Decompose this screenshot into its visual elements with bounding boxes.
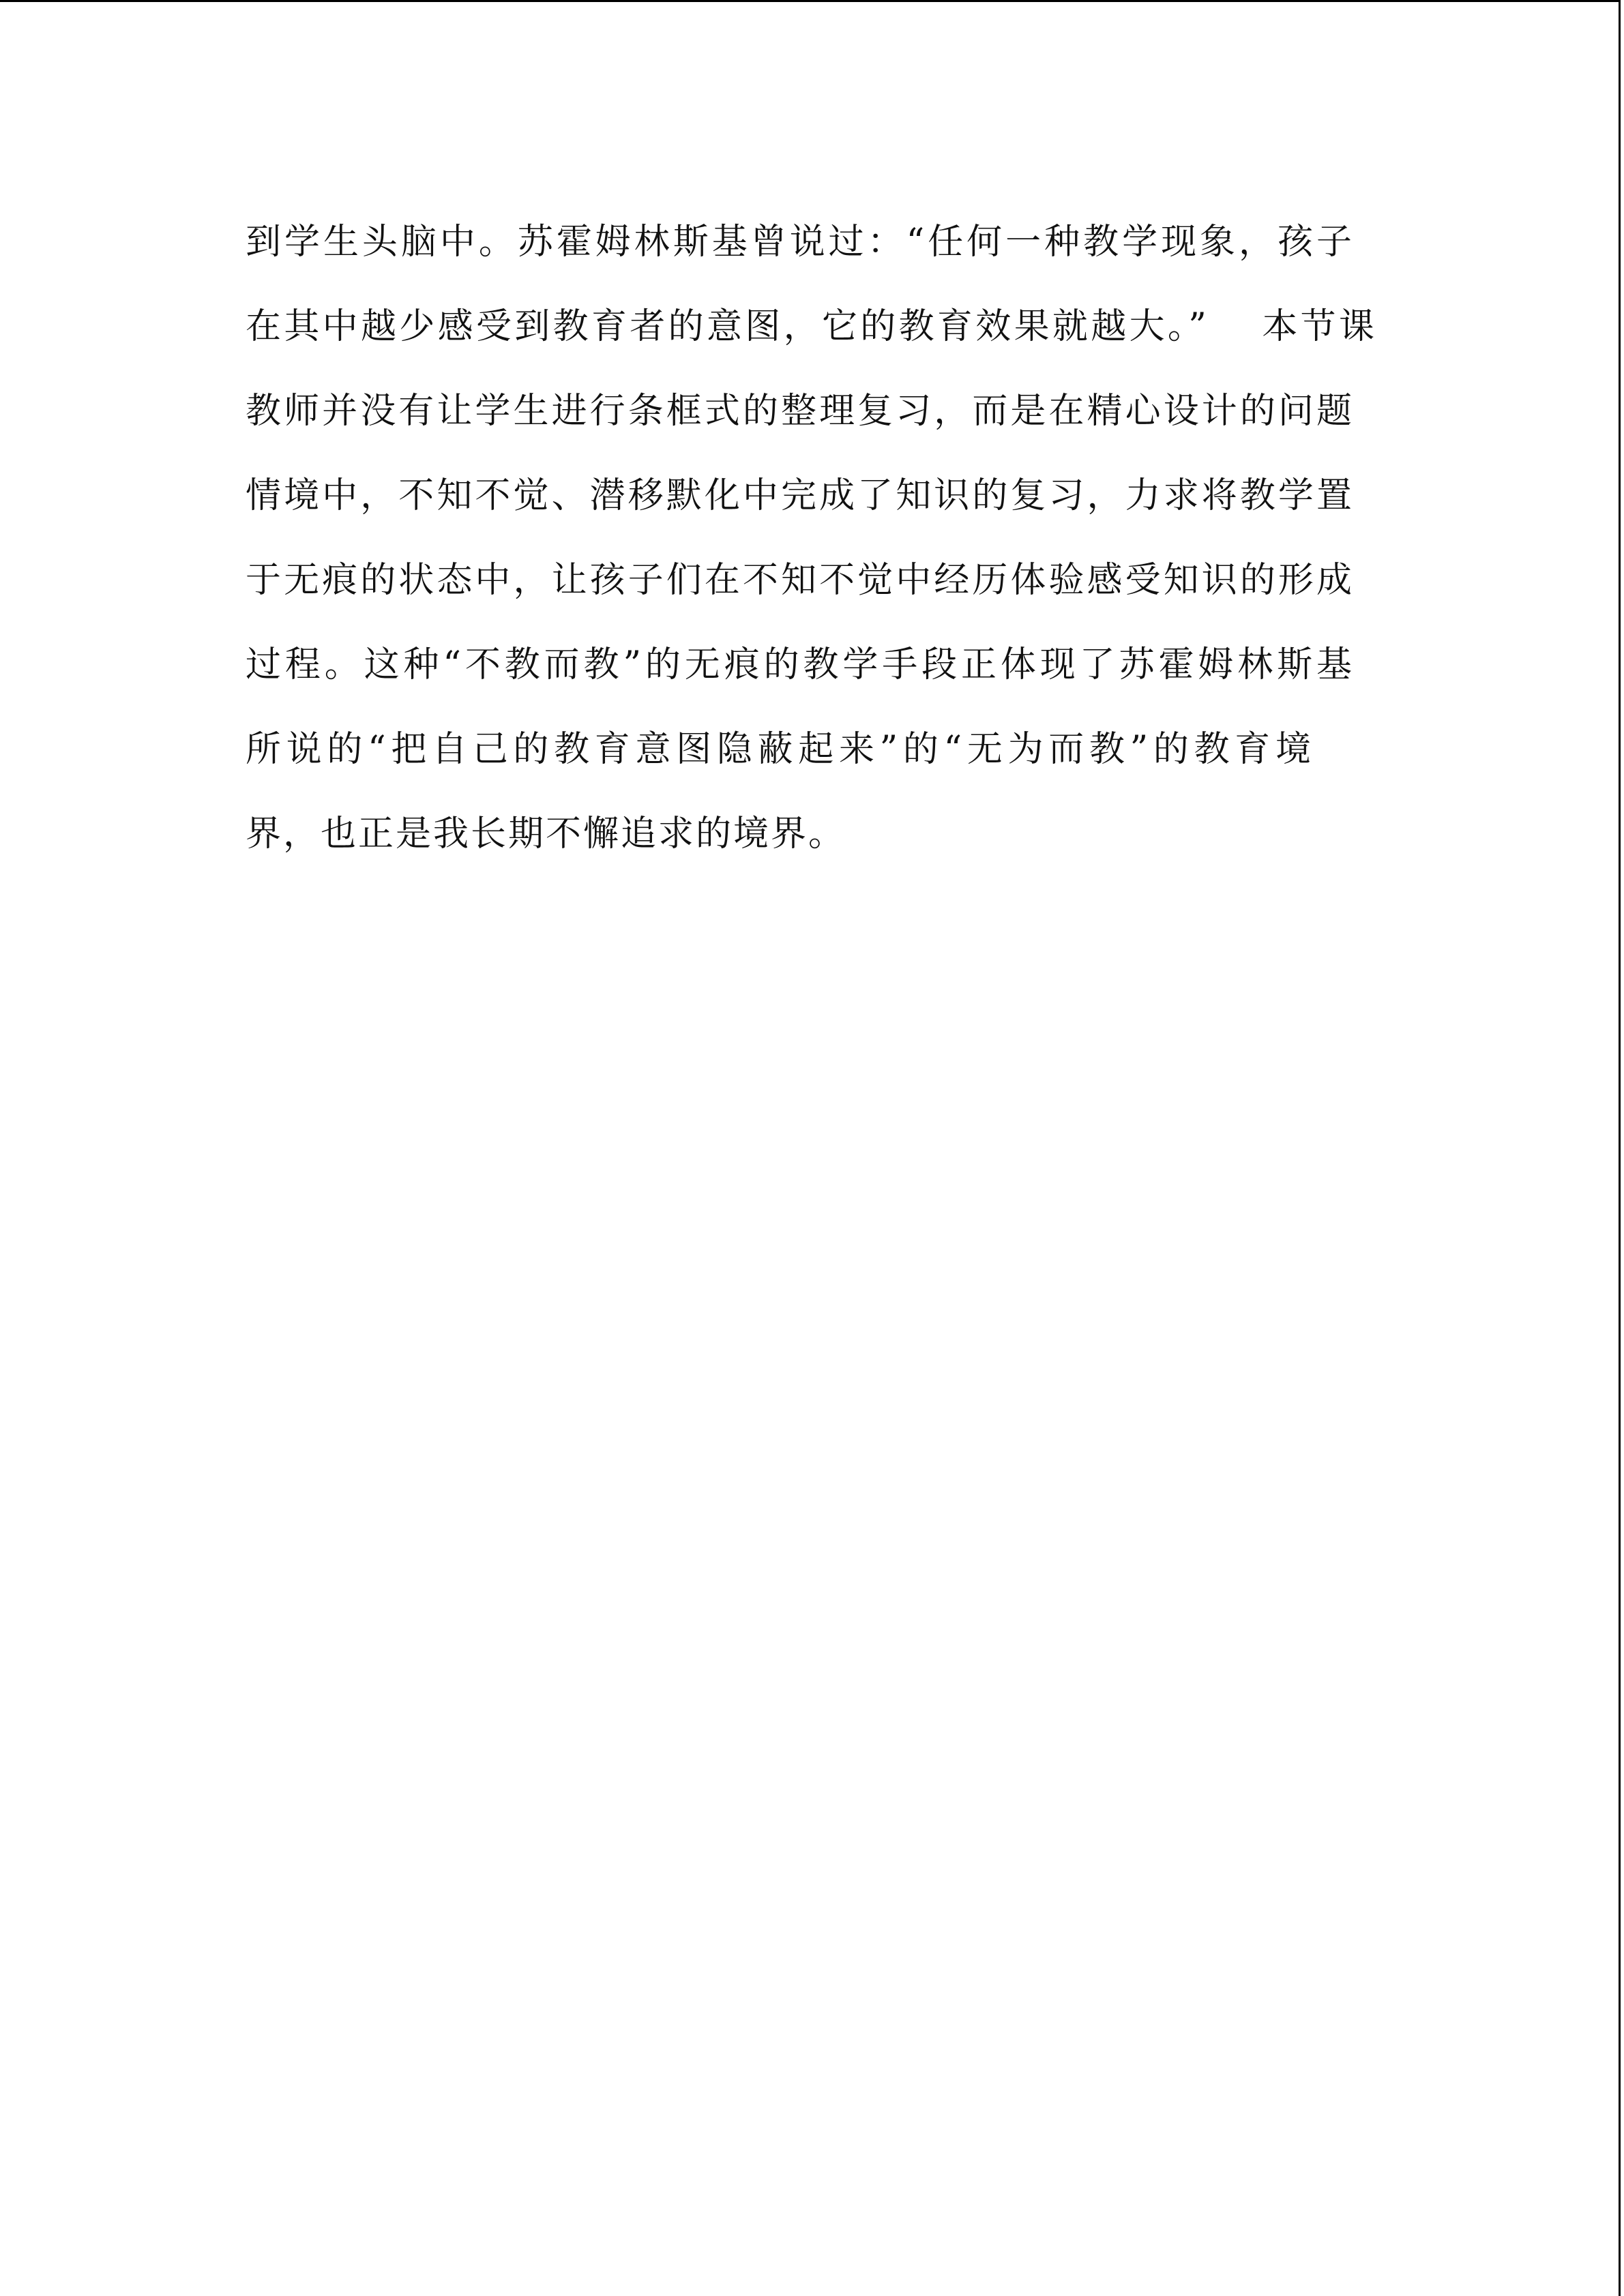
paragraph-line-2: 在其中越少感受到教育者的意图，它的教育效果就越大。” 本节课 — [246, 306, 1376, 347]
paragraph-line-7: 所说的“把自己的教育意图隐蔽起来”的“无为而教”的教育境 — [246, 729, 1313, 770]
paragraph-line-5: 于无痕的状态中，让孩子们在不知不觉中经历体验感受知识的形成 — [246, 560, 1354, 601]
paragraph-line-6: 过程。这种“不教而教”的无痕的教学手段正体现了苏霍姆林斯基 — [246, 644, 1354, 685]
body-paragraph — [246, 200, 1405, 876]
paragraph-line-3: 教师并没有让学生进行条框式的整理复习，而是在精心设计的问题 — [246, 391, 1354, 432]
paragraph-line-4: 情境中，不知不觉、潜移默化中完成了知识的复习，力求将教学置 — [246, 475, 1354, 516]
paragraph-line-8: 界，也正是我长期不懈追求的境界。 — [246, 814, 846, 854]
paragraph-line-1: 到学生头脑中。苏霍姆林斯基曾说过：“任何一种教学现象，孩子 — [246, 222, 1354, 263]
